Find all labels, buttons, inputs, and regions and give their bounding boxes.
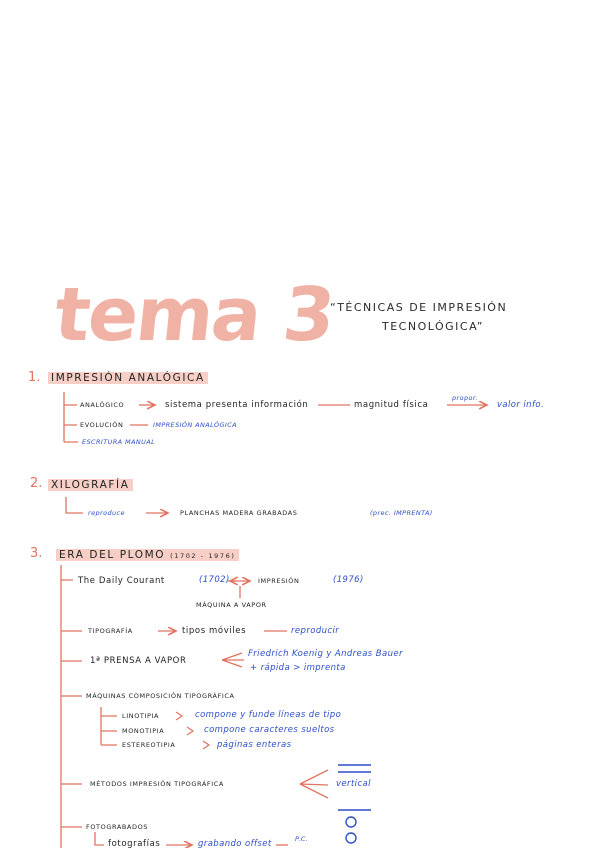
tipografia-text: tipos móviles (182, 626, 247, 636)
estereotipia-label: ESTEREOTIPIA (122, 741, 176, 749)
linotipia-blue: compone y funde líneas de tipo (195, 710, 342, 720)
impresion-label: IMPRESIÓN (258, 577, 300, 585)
estereotipia-blue: páginas enteras (217, 740, 292, 750)
section-1-heading: IMPRESIÓN ANALÓGICA (48, 372, 208, 384)
monotipia-blue: compone caracteres sueltos (204, 725, 335, 735)
maquinas-label: MÁQUINAS COMPOSICIÓN TIPOGRÁFICA (86, 692, 235, 700)
analogico-over: propor. (452, 394, 478, 402)
subtitle-line1: “TÉCNICAS DE IMPRESIÓN (330, 301, 508, 314)
section-3-heading: ERA DEL PLOMO (1702 - 1976) (56, 549, 239, 561)
xilografia-paren: (prec. IMPRENTA) (370, 509, 433, 517)
evolucion-blue: IMPRESIÓN ANALÓGICA (153, 421, 237, 429)
analogico-blue: valor info. (497, 400, 545, 410)
escritura-blue: ESCRITURA MANUAL (82, 438, 156, 446)
fotograbados-pc: P.C. (295, 835, 309, 843)
prensa-blue-2: + rápida > imprenta (250, 663, 346, 673)
fotograbados-sub: fotografías (108, 839, 161, 849)
xilografia-blue: reproduce (88, 509, 125, 517)
xilografia-text: PLANCHAS MADERA GRABADAS (180, 509, 298, 517)
daily-courant-year: (1702) (199, 575, 230, 585)
section-2-number: 2. (30, 476, 43, 491)
section-2-heading: XILOGRAFÍA (48, 479, 133, 491)
linotipia-label: LINOTIPIA (122, 712, 160, 720)
daily-courant-label: The Daily Courant (78, 576, 165, 586)
analogico-label: ANALÓGICO (80, 401, 125, 409)
prensa-label: 1ª PRENSA A VAPOR (90, 656, 187, 666)
tipografia-blue: reproducir (291, 626, 340, 636)
maquina-vapor: MÁQUINA A VAPOR (196, 601, 267, 609)
evolucion-label: EVOLUCIÓN (80, 421, 124, 429)
section-1-number: 1. (28, 370, 41, 385)
analogico-text-2: magnitud física (354, 400, 429, 410)
impresion-year: (1976) (333, 575, 364, 585)
section-3-number: 3. (30, 546, 43, 561)
metodos-label: MÉTODOS IMPRESIÓN TIPOGRÁFICA (90, 780, 224, 788)
subtitle-line2: TECNOLÓGICA” (382, 320, 484, 333)
page-title: tema 3 (50, 272, 338, 358)
fotograbados-label: FOTOGRABADOS (86, 823, 149, 831)
metodos-blue: vertical (336, 779, 371, 789)
prensa-blue-1: Friedrich Koenig y Andreas Bauer (248, 649, 403, 659)
analogico-text-1: sistema presenta información (165, 400, 309, 410)
monotipia-label: MONOTIPIA (122, 727, 165, 735)
fotograbados-blue: grabando offset (198, 839, 272, 849)
tipografia-label: TIPOGRAFÍA (88, 627, 133, 635)
